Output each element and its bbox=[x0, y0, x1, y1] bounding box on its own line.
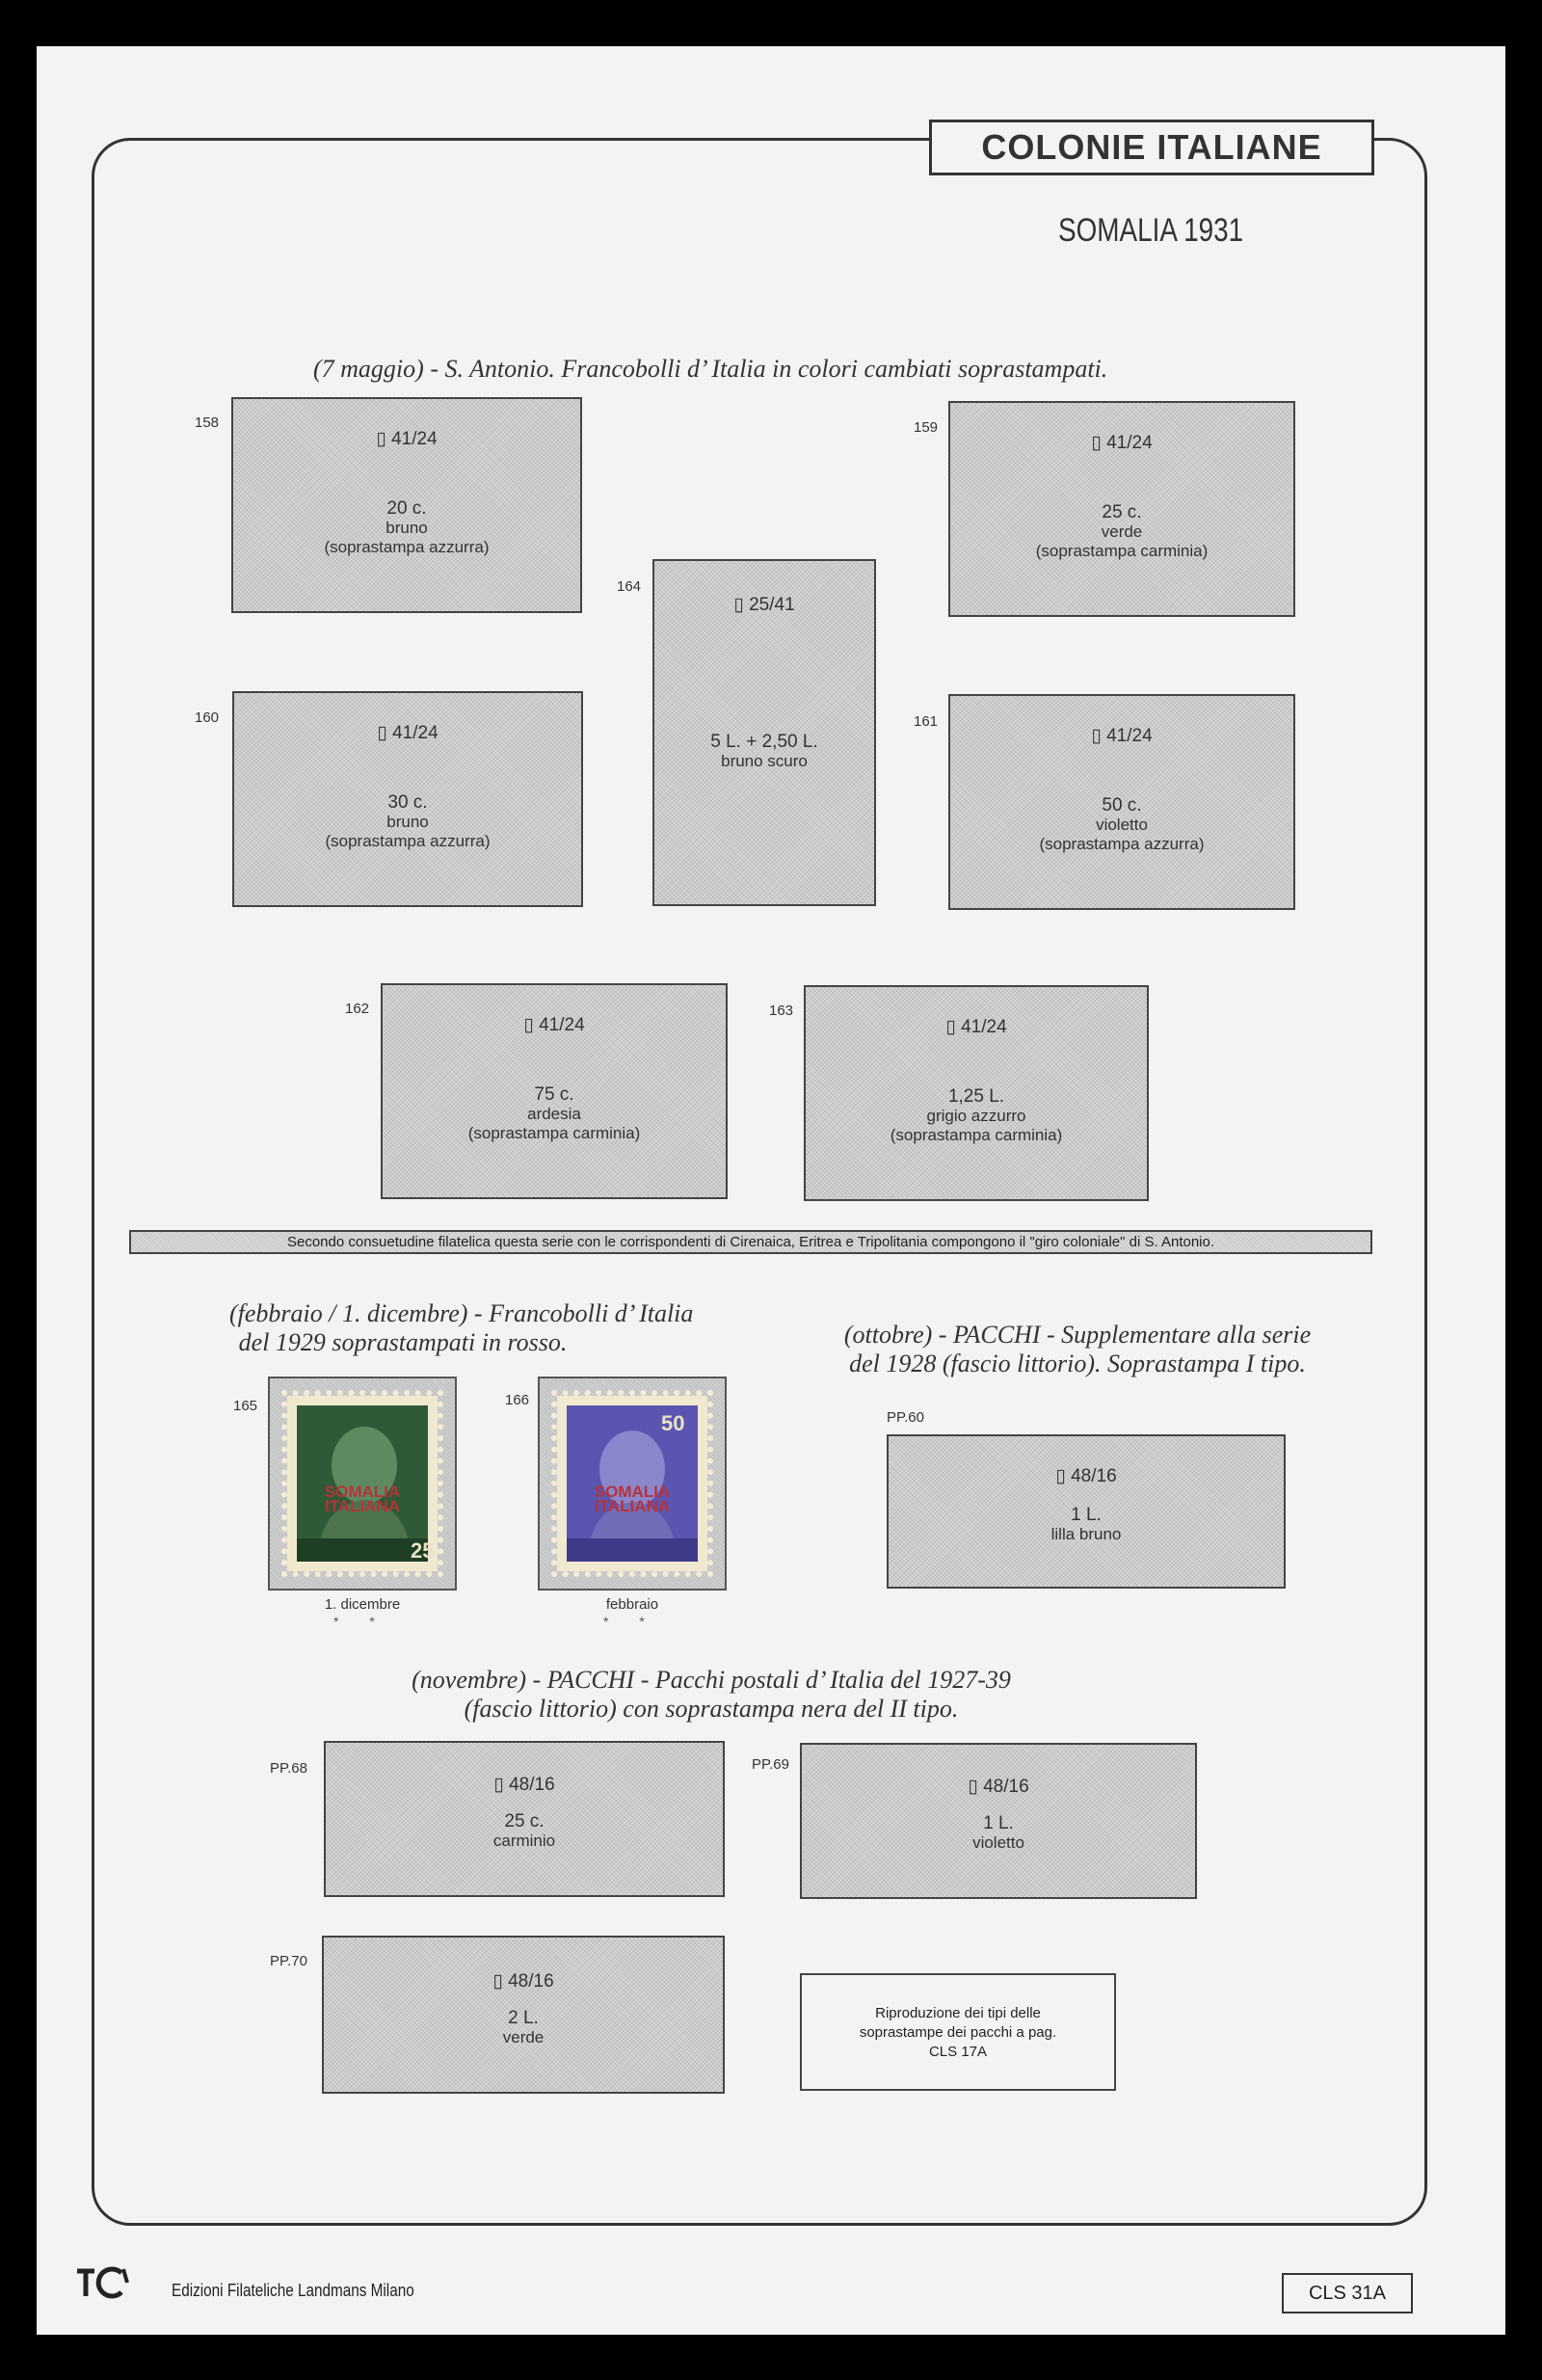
stamp-slot-159 bbox=[948, 401, 1295, 617]
stamp-slot-pp68 bbox=[324, 1741, 725, 1897]
overprint bbox=[297, 1484, 428, 1513]
slot-color: carminio bbox=[492, 1832, 556, 1850]
stamp-slot-161 bbox=[948, 694, 1295, 910]
section1-caption: (7 maggio) - S. Antonio. Francobolli d’ Italia in colori cambiati soprastampati. bbox=[313, 355, 1108, 383]
stamp-slot-pp69 bbox=[800, 1743, 1197, 1899]
slot-number: 158 bbox=[195, 414, 220, 431]
slot-color: violetto bbox=[972, 1833, 1024, 1852]
slot-size: ▯ 41/24 bbox=[1091, 726, 1153, 746]
slot-value: 25 c. bbox=[1102, 502, 1142, 522]
publisher-name: Edizioni Filateliche Landmans Milano bbox=[172, 2281, 414, 2300]
slot-size: ▯ 48/16 bbox=[1055, 1466, 1117, 1486]
slot-number: PP.60 bbox=[887, 1409, 924, 1426]
section4-caption bbox=[384, 1666, 1039, 1724]
svg-text:25: 25 bbox=[411, 1538, 435, 1563]
overprint-line: SOMALIA bbox=[594, 1483, 671, 1501]
portrait-icon bbox=[297, 1405, 435, 1563]
series-note: Secondo consuetudine filatelica questa serie con le corrispondenti di Cirenaica, Eritrea e Tripolitania compongono il "giro coloniale" di S. Antonio. bbox=[129, 1230, 1372, 1254]
info-line: Riproduzione dei tipi delle bbox=[875, 2005, 1041, 2021]
page-code: CLS 31A bbox=[1282, 2273, 1413, 2313]
album-page bbox=[37, 46, 1505, 2335]
overprint-line: ITALIANA bbox=[594, 1497, 671, 1515]
stamp-slot-162 bbox=[381, 983, 728, 1199]
slot-value: 75 c. bbox=[534, 1084, 574, 1105]
slot-value: 20 c. bbox=[386, 498, 427, 519]
slot-value: 2 L. bbox=[508, 2008, 539, 2028]
overprint-line: SOMALIA bbox=[324, 1483, 401, 1501]
page-title: COLONIE ITALIANE bbox=[929, 120, 1374, 175]
slot-color: violetto bbox=[1096, 816, 1148, 834]
slot-size: ▯ 41/24 bbox=[1091, 433, 1153, 453]
slot-number: 166 bbox=[505, 1392, 530, 1408]
stamp-mount-166 bbox=[538, 1377, 727, 1591]
slot-value: 1 L. bbox=[1071, 1505, 1102, 1525]
slot-number: 163 bbox=[769, 1003, 794, 1019]
slot-size: ▯ 41/24 bbox=[376, 429, 438, 449]
slot-number: 160 bbox=[195, 709, 220, 726]
stamp-slot-163 bbox=[804, 985, 1149, 1201]
slot-value: 1,25 L. bbox=[947, 1086, 1005, 1107]
overprint-line: ITALIANA bbox=[324, 1497, 401, 1515]
slot-value: 50 c. bbox=[1102, 795, 1142, 816]
slot-note: (soprastampa azzurra) bbox=[1039, 835, 1205, 853]
slot-size: ▯ 48/16 bbox=[492, 1971, 554, 1992]
stamp-166 bbox=[551, 1390, 713, 1577]
slot-color: ardesia bbox=[527, 1105, 581, 1123]
slot-color: bruno bbox=[386, 519, 428, 537]
slot-number: PP.69 bbox=[752, 1756, 789, 1773]
slot-color: lilla bruno bbox=[1050, 1525, 1122, 1543]
slot-size: ▯ 48/16 bbox=[968, 1777, 1029, 1797]
slot-size: ▯ 41/24 bbox=[377, 723, 439, 743]
portrait-icon bbox=[567, 1405, 698, 1562]
section3-caption bbox=[808, 1321, 1347, 1378]
slot-note: (soprastampa azzurra) bbox=[325, 832, 491, 850]
overprint bbox=[567, 1484, 698, 1513]
stamp-165 bbox=[281, 1390, 443, 1577]
stamp-label: 1. dicembre bbox=[324, 1596, 401, 1613]
stamp-slot-pp70 bbox=[322, 1936, 725, 2094]
caption-line: (novembre) - PACCHI - Pacchi postali d’ Italia del 1927-39 bbox=[412, 1666, 1011, 1694]
slot-color: verde bbox=[502, 2028, 545, 2046]
caption-line: (febbraio / 1. dicembre) - Francobolli d’ Italia bbox=[229, 1299, 694, 1327]
stamp-slot-pp60 bbox=[887, 1434, 1286, 1589]
slot-note: (soprastampa carminia) bbox=[890, 1126, 1063, 1144]
caption-line: (fascio littorio) con soprastampa nera del II tipo. bbox=[464, 1695, 959, 1723]
slot-value: 25 c. bbox=[504, 1811, 545, 1832]
stamp-stars: * * bbox=[333, 1614, 388, 1629]
stamp-slot-158 bbox=[231, 397, 582, 613]
slot-color: bruno bbox=[386, 813, 429, 831]
stamp-label: febbraio bbox=[605, 1596, 659, 1613]
info-line: CLS 17A bbox=[928, 2044, 988, 2060]
slot-note: (soprastampa carminia) bbox=[1035, 542, 1209, 560]
caption-line: (ottobre) - PACCHI - Supplementare alla serie bbox=[843, 1321, 1312, 1349]
slot-value: 1 L. bbox=[983, 1813, 1014, 1833]
slot-number: 164 bbox=[617, 578, 642, 595]
slot-note: (soprastampa carminia) bbox=[467, 1124, 641, 1142]
slot-number: 161 bbox=[914, 713, 939, 730]
slot-number: PP.68 bbox=[270, 1760, 307, 1777]
caption-line: del 1928 (fascio littorio). Soprastampa I tipo. bbox=[849, 1350, 1306, 1377]
slot-size: ▯ 48/16 bbox=[493, 1775, 555, 1795]
section2-caption bbox=[229, 1299, 694, 1357]
info-line: soprastampe dei pacchi a pag. bbox=[859, 2024, 1057, 2041]
slot-note: (soprastampa azzurra) bbox=[324, 538, 490, 556]
publisher-logo-icon bbox=[73, 2263, 131, 2307]
stamp-stars: * * bbox=[603, 1614, 658, 1629]
stamp-slot-160 bbox=[232, 691, 583, 907]
slot-value: 30 c. bbox=[387, 792, 428, 813]
slot-color: grigio azzurro bbox=[926, 1107, 1026, 1125]
caption-line: del 1929 soprastampati in rosso. bbox=[238, 1328, 568, 1356]
stamp-mount-165 bbox=[268, 1377, 457, 1591]
slot-value: 5 L. + 2,50 L. bbox=[710, 732, 818, 752]
overprint-reference-note bbox=[800, 1973, 1116, 2091]
slot-color: verde bbox=[1101, 522, 1143, 541]
slot-number: PP.70 bbox=[270, 1953, 307, 1969]
page-subtitle: SOMALIA 1931 bbox=[1058, 212, 1244, 249]
svg-text:50: 50 bbox=[661, 1411, 685, 1435]
slot-number: 159 bbox=[914, 419, 939, 436]
stamp-slot-164 bbox=[652, 559, 876, 906]
slot-number: 162 bbox=[345, 1001, 370, 1017]
slot-number: 165 bbox=[233, 1398, 258, 1414]
slot-size: ▯ 25/41 bbox=[733, 595, 795, 615]
slot-color: bruno scuro bbox=[721, 752, 808, 770]
slot-size: ▯ 41/24 bbox=[945, 1017, 1007, 1037]
slot-size: ▯ 41/24 bbox=[523, 1015, 585, 1035]
